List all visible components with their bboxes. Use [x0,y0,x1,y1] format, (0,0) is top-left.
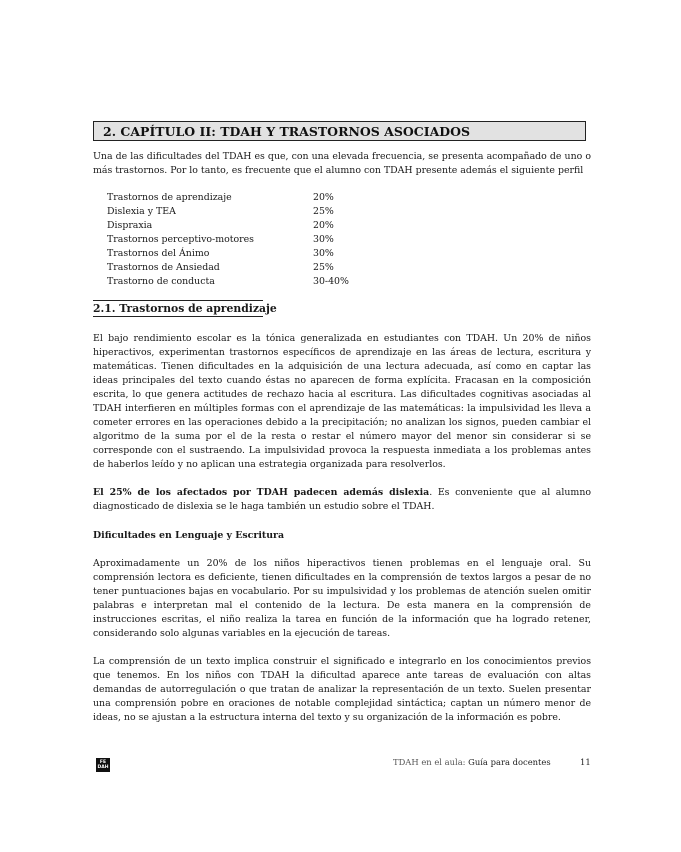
footer-title-part-1: TDAH en el aula: [393,757,469,767]
paragraph-dyslexia [93,486,591,514]
feaadah-logo-icon: FE DAH [97,760,109,770]
profile-value: 25% [313,206,334,217]
profile-label: Dispraxia [107,220,153,231]
profile-value: 20% [313,220,334,231]
profile-row [107,261,349,275]
chapter-title: 2. CAPÍTULO II: TDAH Y TRASTORNOS ASOCIADOS [93,121,586,141]
paragraph-learning-disorders: El bajo rendimiento escolar es la tónica generalizada en estudiantes con TDAH. Un 20% de niños hiperactivos, experimentan trastornos específicos de aprendizaje en las áreas de lectura, escritura y matemáticas. Tienen dificultades en la adquisición de una lectura adecuada, así como en captar las ideas principales del texto cuando éstas no aparecen de forma explícita. Fracasan en la composición escrita, lo que genera actitudes de rechazo hacia al escritura. Las dificultades cognitivas asociadas al TDAH interfieren en múltiples formas con el aprendizaje de las matemáticas: la impulsividad les lleva a cometer errores en las operaciones debido a la precipitación; no analizan los signos, pueden cambiar el algoritmo de la suma por el de la resta o restar el número mayor del menor sin considerar si se corresponde con el sustraendo. La impulsividad provoca la respuesta inmediata a los problemas antes de haberlos leído y no aplican una estrategia organizada para resolverlos. [93,333,591,470]
profile-row [107,219,349,233]
profile-label: Trastornos de Ansiedad [107,262,220,273]
page-number: 11 [580,757,591,767]
profile-value: 30-40% [313,276,349,287]
dyslexia-rest: . Es conveniente que al alumno diagnosticado de dislexia se le haga también un estudio sobre el TDAH. [93,487,592,512]
profile-value: 30% [313,234,334,245]
profile-label: Trastornos perceptivo-motores [107,234,254,245]
paragraph-oral-language: Aproximadamente un 20% de los niños hiperactivos tienen problemas en el lenguaje oral. Su comprensión lectora es deficiente, tienen dificultades en la comprensión de textos largos a pesar de no tener puntuaciones bajas en vocabulario. Por su impulsividad y los problemas de atención suelen omitir palabras e interpretan mal el contenido de la lectura. De esta manera en la comprensión de instrucciones escritas, el niño realiza la tarea en función de la información que ha logrado retener, considerando solo algunas variables en la ejecución de tareas. [93,558,591,639]
profile-label: Trastornos del Ánimo [107,248,210,259]
profile-value: 30% [313,248,334,259]
subheading-language: Dificultades en Lenguaje y Escritura [93,530,285,541]
profile-row [107,233,349,247]
profile-row [107,191,349,205]
section-rule-bottom [93,316,263,317]
dyslexia-highlight: El 25% de los afectados por TDAH padecen además dislexia [93,487,430,498]
intro-paragraph: Una de las dificultades del TDAH es que, con una elevada frecuencia, se presenta acompañado de uno o más trastornos. Por lo tanto, es frecuente que el alumno con TDAH presente además el siguiente perfil [93,151,591,176]
section-title: 2.1. Trastornos de aprendizaje [93,302,277,315]
profile-row [107,247,349,261]
paragraph-text-comprehension: La comprensión de un texto implica construir el significado e integrarlo en los conocimientos previos que tenemos. En los niños con TDAH la dificultad aparece ante tareas de evaluación con altas demandas de autorregulación o que tratan de analizar la representación de un texto. Suelen presentar una comprensión pobre en oraciones de notable complejidad sintáctica; captan un número menor de ideas, no se ajustan a la estructura interna del texto y su organización de la información es pobre. [93,656,591,723]
profile-label: Trastornos de aprendizaje [107,192,232,203]
profile-value: 20% [313,192,334,203]
profile-label: Trastorno de conducta [107,276,215,287]
footer-title [393,756,551,768]
footer-title-part-2: Guía para docentes [468,757,551,767]
comorbidity-profile-list [107,191,349,289]
profile-row [107,275,349,289]
profile-label: Dislexia y TEA [107,206,176,217]
profile-row [107,205,349,219]
profile-value: 25% [313,262,334,273]
